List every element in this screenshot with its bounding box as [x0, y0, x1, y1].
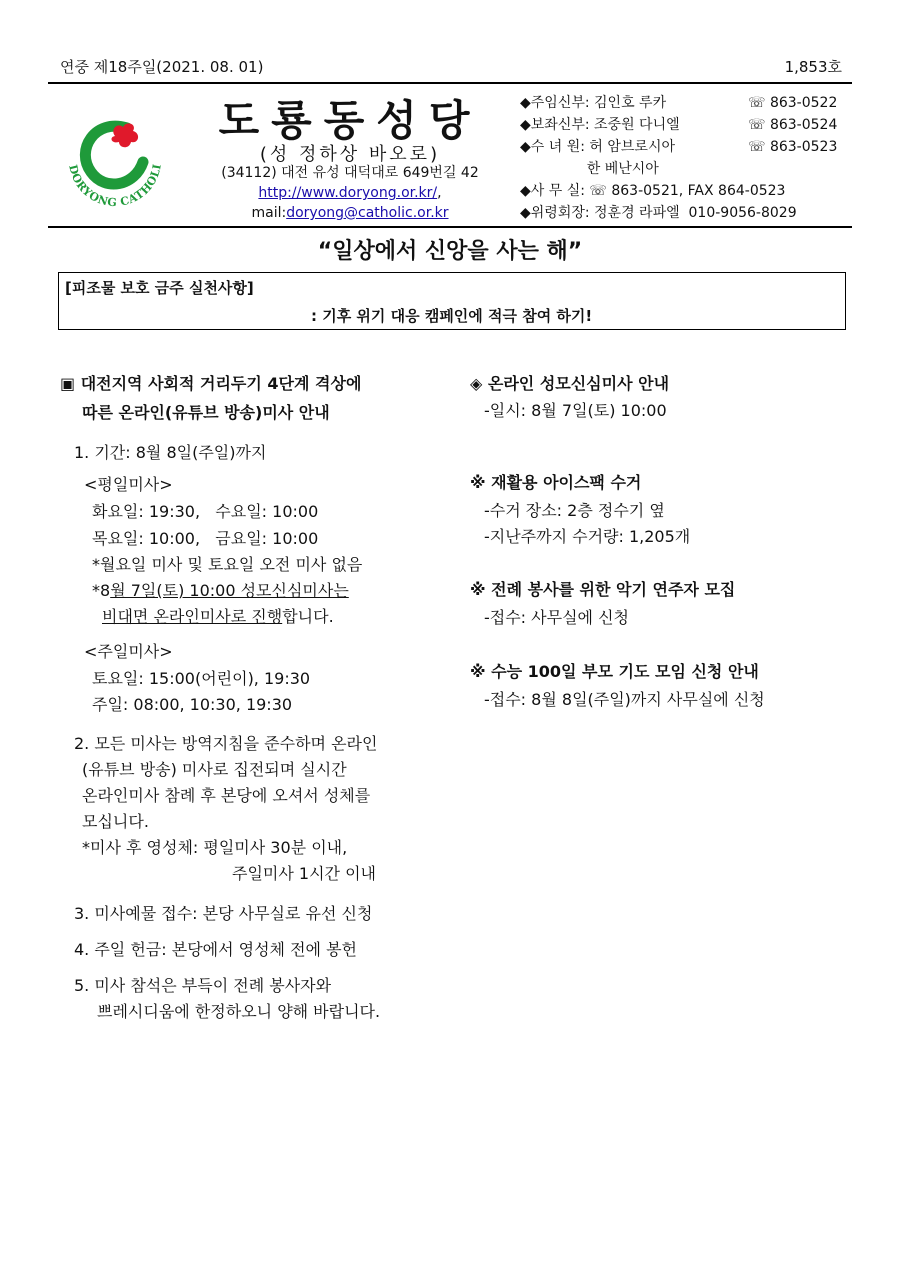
online-mass-detail: -일시: 8월 7일(토) 10:00 — [484, 401, 667, 420]
exam-prayer-detail: -접수: 8월 8일(주일)까지 사무실에 신청 — [484, 690, 765, 709]
contact-row — [520, 114, 850, 136]
weekday-mass-heading: <평일미사> — [84, 475, 173, 494]
note-underlined: 비대면 온라인미사로 진행 — [102, 607, 283, 626]
logo-text: DORYONG CATHOLI — [66, 162, 164, 210]
icepack-detail: -지난주까지 수거량: 1,205개 — [484, 527, 691, 546]
item-5: 쁘레시디움에 한정하오니 양해 바랍니다. — [97, 1002, 381, 1021]
contact-row — [520, 158, 850, 180]
note-suffix: 합니다. — [282, 607, 334, 626]
contact-row — [520, 92, 850, 114]
contact-row — [520, 202, 850, 224]
sunday-mass-line: 주일: 08:00, 10:30, 19:30 — [92, 695, 293, 714]
note-prefix: *8 — [92, 581, 111, 600]
online-mass-title: ◈ 온라인 성모신심미사 안내 — [470, 374, 670, 393]
sunday-mass-line: 토요일: 15:00(어린이), 19:30 — [92, 669, 311, 688]
icepack-detail: -수거 장소: 2층 정수기 옆 — [484, 501, 665, 520]
parish-logo — [55, 100, 175, 220]
contact-phone: ☏ 863-0523 — [748, 139, 838, 155]
item-2: 온라인미사 참례 후 본당에 오셔서 성체를 — [82, 786, 371, 805]
svg-text:DORYONG CATHOLIC — [55, 100, 164, 209]
contact-row — [520, 136, 850, 158]
parish-name: 도룡동성당 — [218, 96, 482, 145]
mail-link[interactable]: doryong@catholic.or.kr — [286, 205, 449, 221]
note-underlined: 월 7일(토) 10:00 성모신심미사는 — [110, 581, 349, 600]
contact-label: 한 베난시아 — [520, 161, 659, 177]
contact-phone: ☏ 863-0524 — [748, 117, 838, 133]
contact-row — [520, 180, 850, 202]
left-title-line2: 따른 온라인(유튜브 방송)미사 안내 — [82, 403, 330, 422]
item-3: 3. 미사예물 접수: 본당 사무실로 유선 신청 — [74, 904, 373, 923]
notice-body: : 기후 위기 대응 캠페인에 적극 참여 하기! — [311, 307, 593, 325]
weekday-mass-line: 목요일: 10:00, 금요일: 10:00 — [92, 529, 319, 548]
item-4: 4. 주일 헌금: 본당에서 영성체 전에 봉헌 — [74, 940, 358, 959]
mail-label: mail: — [251, 205, 287, 221]
musician-recruit-detail: -접수: 사무실에 신청 — [484, 608, 629, 627]
website-link[interactable]: http://www.doryong.or.kr/ — [258, 185, 438, 201]
contact-list — [520, 92, 850, 224]
item-2-note: 주일미사 1시간 이내 — [232, 864, 376, 883]
parish-patron: (성 정하상 바오로) — [259, 144, 441, 165]
weekday-mass-note — [92, 578, 349, 601]
contact-label: ◆주임신부: 김인호 루카 — [520, 95, 667, 111]
item-1: 1. 기간: 8월 8일(주일)까지 — [74, 443, 267, 462]
contact-label: ◆위령회장: 정훈경 라파엘 010-9056-8029 — [520, 205, 797, 221]
notice-heading: [피조물 보호 금주 실천사항] — [65, 279, 254, 297]
parish-address: (34112) 대전 유성 대덕대로 649번길 42 — [221, 165, 479, 181]
year-slogan: “일상에서 신앙을 사는 해” — [317, 239, 583, 264]
item-2-note: *미사 후 영성체: 평일미사 30분 이내, — [82, 838, 348, 857]
parish-address-block — [200, 163, 500, 223]
musician-recruit-title: ※ 전례 봉사를 위한 악기 연주자 모집 — [470, 580, 736, 599]
header-top-rule — [48, 82, 852, 84]
weekday-mass-note: *월요일 미사 및 토요일 오전 미사 없음 — [92, 555, 363, 574]
left-title-line1: ▣ 대전지역 사회적 거리두기 4단계 격상에 — [60, 374, 362, 393]
parish-logo-icon — [55, 100, 175, 220]
website-suffix: , — [437, 185, 442, 201]
icepack-title: ※ 재활용 아이스팩 수거 — [470, 473, 642, 492]
header-bottom-rule — [48, 226, 852, 228]
notice-box — [58, 272, 846, 330]
contact-label: ◆사 무 실: ☏ 863-0521, FAX 864-0523 — [520, 183, 786, 199]
contact-label: ◆보좌신부: 조중원 다니엘 — [520, 117, 680, 133]
item-2: 2. 모든 미사는 방역지침을 준수하며 온라인 — [74, 734, 378, 753]
sunday-mass-heading: <주일미사> — [84, 642, 173, 661]
item-2: (유튜브 방송) 미사로 집전되며 실시간 — [82, 760, 347, 779]
issue-number: 1,853호 — [784, 58, 842, 76]
item-2: 모십니다. — [82, 812, 149, 831]
exam-prayer-title: ※ 수능 100일 부모 기도 모임 신청 안내 — [470, 662, 759, 681]
item-5: 5. 미사 참석은 부득이 전례 봉사자와 — [74, 976, 332, 995]
issue-date: 연중 제18주일(2021. 08. 01) — [60, 58, 264, 76]
contact-phone: ☏ 863-0522 — [748, 95, 838, 111]
weekday-mass-note — [102, 604, 334, 627]
contact-label: ◆수 녀 원: 허 암브로시아 — [520, 139, 675, 155]
weekday-mass-line: 화요일: 19:30, 수요일: 10:00 — [92, 502, 319, 521]
issue-line — [60, 56, 842, 77]
